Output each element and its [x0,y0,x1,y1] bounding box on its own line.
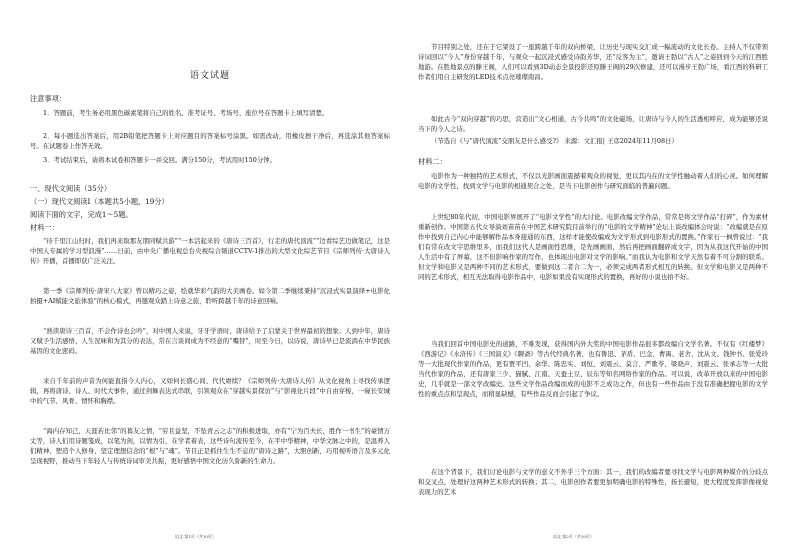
page-left [30,0,390,546]
paragraph: “海内存知己，天涯若比邻”的暮友之情，“穷且益坚，不坠青云之志”的积极进取，亦有“宁为百夫长，胜作一书生”的豪情万丈等，诗人们用诗题笺成，以笔为剑，以情为引，在学者着表，这些诗句流传至今，在平中华精神，中华文脉之中的，是温养人们精神、塑造个人修身、坚定理想信念的“根”与“魂”。节目正是抓住生生不息的“唐诗之路”，大胆创新，巧用视听语言及多元化呈现视野，推动当下年轻人与传统诗词审美共振，更好感悟中国文化历久弥新的生命力。 [30,427,390,465]
notice-heading: 注意事项： [30,94,66,103]
notice-1: 1．答题前，考生务必用黑色碳素笔将自己的姓名、准考证号、考场号、座位号在答题卡上填写清楚。 [43,109,329,117]
page-right [418,0,768,546]
paragraph: 电影作为一种独特的艺术形式，不仅以光影画面震撼着观众的视觉，更以其内在的文学性触动着人们的心灵。如何理解电影的文学性，找到文学与电影的相通契合之处，是当下电影创作与研究面临的普遍问题。 [418,172,768,190]
paragraph: 第一季《宗师列传·唐宋八大家》曾以精巧之姿，绘就华彩气韵的大美画卷。如今第二季继续秉持“沉浸式实景演绎+电影化拍摄+AI赋能文旅体验”的核心模式，再邀观众踏上诗意之旅，聆听跨越千年的诗意回响。 [30,287,390,305]
paragraph: 当我们回首中国电影史的道路，不难发现，获得国内外大奖的中国电影作品很多都改编自文学名著。不仅有《红楼梦》《西游记》《水浒传》《三国演义》《聊斋》等古代经典名著，也有鲁迅、茅盾、巴金、曹禺、老舍、沈从文、钱钟书、张爱玲等一大批现代作家的作品，更有贾平凹、余华、陈忠实、刘恒、刘震云、莫言、严歌苓、梁晓声、刘震云、张承志等一大批当代作家的作品，还有唐家三少、猫腻、江南、天蚕土豆、辰东等知名网络作家的作品。可以说，改革开放以来的中国电影史，几乎就是一部文学改编史。这些文学作品改编而成的电影不乏成功之作，但也有一些作品由于没有准确把握电影的文学性的重点点和呈现点，而稍显缺憾，有些作品反而会引起了争议。 [418,340,768,398]
paragraph: 如此古今“双向穿越”的巧思，营造出“文心相通，古今共鸣”的文化磁场，让唐诗与今人的生活透相呼应，成为能够还说当下的今人之诗。 [418,115,768,133]
paragraph: “待千里江山归时，我们再来取那友朋同赋共游”“一本活起来的《唐诗三百首》，行走的唐代顶流”“边看综艺边做笔记，这是中国人专属的学习型浪漫”……日前，由中央广播电视总台央视综合频道CCTV-1推出的大型文化综艺节目《宗师列传·大唐诗人传》开播，首播即获广泛关注。 [30,237,390,265]
page-footer: 语文·第1页（共10页） [175,534,216,539]
notice-2: 2．每小题选出答案后，用2B铅笔把答题卡上对应题目的答案标号涂黑。如需改动，用橡皮擦干净后，再选涂其他答案标号。在试题卷上作答无效。 [30,132,390,150]
paragraph: 节目特别之处，还在于它架设了一座跨越千年的双向桥梁，让历史与现实交汇成一幅流动的文化长卷。主持人不仅带领诗词回以“今人”身份穿越千年，与观众一起沉浸式感受诗韵芳华，还“反客为主”，邀请王勃以“古人”之姿回到今天的江西胜地游。在胜地景点的滕王阁，人们可以看到3D动态全景投影还原滕王阁的29次修建，还可以漫步王勃广场，看江西的科研工作者们用自主研发的LED技术点亮璀璨南昌。 [418,43,768,81]
paragraph: 在这个背景下，我们讨论电影与文学的意义不外乎三个方面：其一，我们的改编者要寻找文学与电影两种媒介的分歧点和交叉点，处理好这两种艺术形式的转换；其二，电影创作者要更加明确电影的特殊性，扬长避短，更大程度发挥影像视觉表现力的艺术 [418,468,768,496]
source-citation: （节选自《与“唐代顶流”交朋友是什么感受?》 来源：文汇报| 王彦2024年11月08日） [431,137,678,145]
page-footer: 语文·第2页（共10页） [553,534,594,539]
exam-title: 语文试题 [189,71,230,81]
subsection-heading: （一）现代文阅读Ⅰ（本题共5小题，19分） [30,197,169,206]
section-heading: 一、现代文阅读（35分） [30,184,112,193]
notice-3: 3．考试结束后，请将本试卷和答题卡一并交回。满分150分，考试用时150分钟。 [43,156,276,164]
paragraph: “熟读唐诗三百首，不会作诗也会吟”，对中国人来说，牙牙学语时，唐诗给予了启蒙关于世界最初的想象；人到中年，唐诗又赋予生活感悟、人生况味和为其分的表达，常在言谈间成为不经意的“嘴替”，时至今日，以诗说，唐诗早已是流淌在中华民族基因的文化密码。 [30,327,390,355]
material-1-label: 材料一： [30,223,59,232]
reading-instruction: 阅读下面的文字，完成1～5题。 [30,210,133,219]
paragraph: 来自千年前的声音为何能直指今人内心，又如何长盛心间、代代赓续？《宗师列传·大唐诗人传》从文化视角上寻找传承逻辑，再将唐诗、诗人、时代大事件，通过剑舞表达式串联，引领观众在“穿越实景探访”与“影视化片段”中自由穿梭，一窥长安城中的气节、风骨、情怀和胸襟。 [30,377,390,405]
paragraph: 上世纪80年代初，中国电影界展开了“电影文学性”的大讨论。电影改编文学作品，常常是将文学作品“打碎”，作为素材重新创作。中国第五代女导演刘苗苗在中国艺术研究院目前举行的“电影的文学精神”论坛上谈改编体会时说：“改编就是在原作中找到自己内心中能够解作品本身接通的东西，这样才能使改编成为文学形式到电影形式的置换。”作家石一枫曾说过：“我们有常在改文字思维里多，而我们这代人是画面性思维，是先画画面，然后再把画面翻碎成文字，因为从我这代开始的中国人生活中有了屏幕，这不但影响作家的写作，也体现出电影对文学的影响。”而我认为电影和文学天然有着不可分割的联系。但文学和电影又是两种不同的艺术形式，要做到这二者合二为一，必须完成两者形式相互的转换。但文学和电影又是两种不同的艺术形式，相互无法取得电影作品中，电影如果没有实现形式的置换，再好的小说也拍不好。 [418,213,768,281]
material-2-label: 材料二： [418,157,447,166]
